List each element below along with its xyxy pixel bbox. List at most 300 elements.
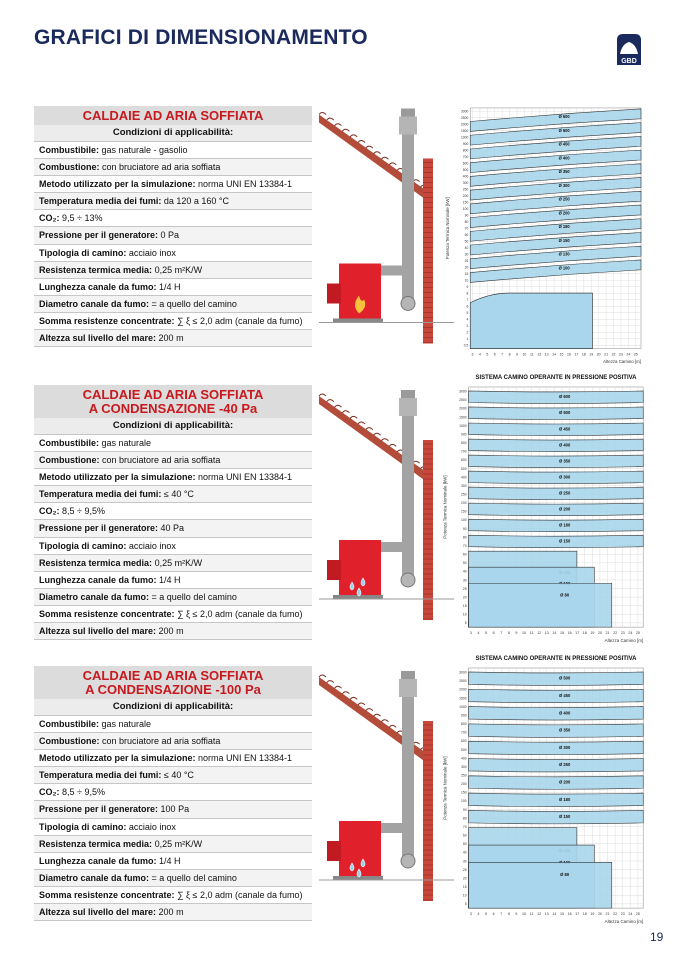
x-tick-label: 11 [529,912,534,917]
y-tick-label: 2000 [459,687,467,692]
y-tick-label: 7 [466,298,469,303]
condition-key: Altezza sul livello del mare: [39,907,157,918]
x-tick-label: 11 [530,352,534,357]
y-tick-label: 25 [462,586,467,591]
condition-row [34,904,312,921]
diameter-band [469,583,612,627]
diameter-label: Ø 450 [558,692,571,698]
diameter-label: Ø 150 [558,814,571,820]
logo-text: GBD [621,58,637,65]
x-tick-label: 11 [529,631,534,636]
y-tick-label: 40 [464,246,469,251]
condition-value: = a quello del camino [149,591,237,602]
y-tick-label: 60 [462,833,467,838]
y-tick-label: 20 [462,876,467,881]
y-tick-label: 25 [462,867,467,872]
chimney-pipe [379,671,417,868]
condition-value: 0,25 m²K/W [152,838,203,849]
x-tick-label: 8 [507,631,510,636]
y-tick-label: 150 [460,509,467,514]
x-tick-label: 13 [544,631,549,636]
diameter-label: Ø 80 [560,592,570,598]
brick-wall [423,440,433,620]
y-tick-label: 80 [462,535,467,540]
condition-row [34,716,312,733]
boiler-icon [327,540,383,599]
condition-value: gas naturale [99,719,152,729]
condition-value: 200 m [156,333,184,344]
diameter-label: Ø 450 [558,141,570,147]
y-tick-label: 1000 [459,704,467,709]
diameter-label: Ø 250 [558,490,571,496]
brick-wall [423,721,433,901]
y-tick-label: 500 [460,747,467,752]
y-tick-label: 15 [464,272,469,277]
y-tick-label: 2500 [459,398,467,403]
x-tick-label: 3 [471,352,474,357]
condition-key: CO₂: [39,213,60,224]
y-tick-label: 800 [460,441,467,446]
condition-key: Temperatura media dei fumi: [39,489,162,500]
y-tick-label: 400 [462,174,469,179]
conditions-label: Condizioni di applicabilità: [34,699,312,716]
y-tick-label: 90 [462,807,467,812]
condition-row [34,836,312,853]
y-tick-label: 10 [462,612,467,617]
diameter-label: Ø 400 [558,155,570,161]
y-tick-label: 70 [462,824,467,829]
table-header [34,385,312,418]
condition-row [34,819,312,836]
y-tick-label: 6 [466,304,469,309]
y-tick-label: 800 [460,722,467,727]
page-number: 19 [650,930,664,944]
condition-row [34,784,312,801]
x-axis-label: Altezza Camino [m] [604,919,644,925]
diameter-label: Ø 300 [558,744,571,750]
condition-value: 8,5 ÷ 9,5% [59,787,105,798]
condition-key: Resistenza termica media: [39,838,153,849]
x-tick-label: 19 [590,631,595,636]
conditions-table [34,666,312,921]
diameter-label: Ø 500 [558,127,570,133]
y-tick-label: 700 [462,154,469,159]
condition-value: con bruciatore ad aria soffiata [99,455,221,466]
condition-key: Somma resistenze concentrate: [39,889,175,900]
diameter-band [469,689,644,702]
y-tick-label: 600 [460,739,467,744]
condition-key: Lunghezza canale da fumo: [39,574,157,585]
y-tick-label: 3 [466,324,469,329]
diameter-label: Ø 350 [558,169,570,175]
y-tick-label: 1000 [460,135,469,140]
diameter-band [469,535,644,548]
condition-key: Diametro canale da fumo: [39,872,150,883]
y-tick-label: 5 [464,621,467,626]
x-tick-label: 23 [620,912,625,917]
table-header [34,106,312,125]
diameter-label: Ø 150 [558,538,571,544]
y-tick-label: 400 [460,756,467,761]
condition-row [34,193,312,210]
condition-key: Combustione: [39,736,100,747]
y-tick-label: 600 [460,458,467,463]
chimney-pipe [379,109,417,311]
condition-key: Metodo utilizzato per la simulazione: [39,179,196,190]
x-tick-label: 13 [544,352,549,357]
x-tick-label: 6 [492,631,495,636]
x-tick-label: 10 [522,912,526,917]
condition-row [34,750,312,767]
y-tick-label: 300 [460,764,467,769]
x-tick-label: 24 [628,631,633,636]
condition-row [34,227,312,244]
diameter-band [469,519,644,532]
diameter-band [469,471,644,484]
x-tick-label: 19 [590,912,595,917]
header-line-2: A CONDENSAZIONE -100 Pa [85,682,261,697]
brick-wall [423,159,433,344]
condition-row [34,853,312,870]
section-condensing-40 [34,375,644,655]
y-tick-label: 30 [464,252,469,257]
page-title: GRAFICI DI DIMENSIONAMENTO [34,26,368,49]
x-tick-label: 24 [626,352,631,357]
condition-value: gas naturale - gasolio [99,145,188,155]
condition-row [34,262,312,279]
condition-key: Pressione per il generatore: [39,523,159,534]
x-tick-label: 25 [635,631,640,636]
y-tick-label: 2 [466,330,469,335]
x-tick-label: 5 [485,631,488,636]
x-tick-label: 4 [478,352,481,357]
diameter-band [469,503,644,516]
x-tick-label: 18 [581,352,586,357]
condition-value: 1/4 H [156,574,181,585]
conditions-label: Condizioni di applicabilità: [34,125,312,142]
diameter-label: Ø 250 [558,762,571,768]
y-tick-label: 800 [462,148,469,153]
condition-row [34,555,312,572]
y-tick-label: 9 [466,285,469,290]
y-tick-label: 600 [462,161,469,166]
x-tick-label: 17 [574,352,579,357]
y-tick-label: 50 [464,239,469,244]
condition-value: acciaio inox [126,540,176,551]
y-tick-label: 100 [460,518,467,523]
y-tick-label: 150 [462,200,469,205]
header-line-1: CALDAIE AD ARIA SOFFIATA [82,668,264,683]
condition-key: Combustibile: [39,145,99,155]
y-tick-label: 70 [462,543,467,548]
condition-key: Diametro canale da fumo: [39,591,150,602]
x-tick-label: 20 [597,631,602,636]
diameter-band [469,707,644,720]
x-tick-label: 12 [537,912,542,917]
condition-key: Combustione: [39,455,100,466]
y-tick-label: 90 [464,213,469,218]
diameter-label: Ø 100 [558,265,570,271]
y-tick-label: 200 [460,782,467,787]
diameter-band [469,423,644,436]
lowest-band [470,293,592,348]
x-tick-label: 19 [589,352,594,357]
x-tick-label: 4 [477,631,480,636]
condition-key: Tipologia di camino: [39,540,127,551]
diameter-band [469,391,644,404]
condition-value: acciaio inox [126,821,176,832]
chimney-illustration [319,385,454,625]
x-tick-label: 22 [613,631,618,636]
x-tick-label: 16 [567,631,572,636]
y-tick-label: 25 [464,259,469,264]
chimney-pipe [379,390,417,587]
diameter-label: Ø 180 [558,522,571,528]
condition-key: Tipologia di camino: [39,247,127,258]
y-tick-label: 400 [460,475,467,480]
x-tick-label: 21 [605,912,610,917]
diameter-band [469,672,644,685]
y-tick-label: 0.5 [463,343,469,348]
y-axis-label: Potenza Termica Nominale [kW] [442,475,448,539]
y-tick-label: 5 [464,902,467,907]
section-air-blown [34,106,644,366]
y-tick-label: 1 [466,337,469,342]
x-tick-label: 16 [567,912,572,917]
x-tick-label: 15 [559,912,564,917]
diameter-band [469,487,644,500]
condition-value: 1/4 H [156,855,181,866]
table-header [34,666,312,699]
y-tick-label: 2000 [460,122,469,127]
y-tick-label: 10 [462,893,467,898]
diameter-label: Ø 350 [558,458,571,464]
condition-value: gas naturale [99,438,152,448]
chimney-illustration [319,666,454,906]
section-condensing-100 [34,656,644,941]
y-axis-label: Potenza Termica Nominale [kW] [444,197,450,260]
diameter-label: Ø 180 [558,796,571,802]
diameter-label: Ø 500 [558,675,571,681]
condition-value: norma UNI EN 13384-1 [195,753,293,764]
y-tick-label: 100 [462,206,469,211]
y-tick-label: 3000 [459,670,467,675]
y-tick-label: 700 [460,730,467,735]
diameter-label: Ø 450 [558,426,571,432]
y-tick-label: 60 [462,552,467,557]
y-tick-label: 40 [462,569,467,574]
diameter-label: Ø 150 [558,237,570,243]
y-tick-label: 15 [462,603,467,608]
condition-row [34,142,312,159]
condition-row [34,503,312,520]
condition-row [34,176,312,193]
y-tick-label: 30 [462,578,467,583]
x-tick-label: 25 [633,352,638,357]
x-tick-label: 8 [507,912,510,917]
x-tick-label: 12 [537,352,542,357]
condition-row [34,330,312,347]
y-tick-label: 150 [460,790,467,795]
y-tick-label: 100 [460,799,467,804]
x-tick-label: 17 [575,631,580,636]
condition-key: Combustibile: [39,438,99,448]
condition-key: CO₂: [39,787,60,798]
y-tick-label: 90 [462,526,467,531]
condition-value: 0 Pa [158,230,180,241]
condition-key: Somma resistenze concentrate: [39,315,175,326]
boiler-icon [327,821,383,880]
sizing-chart [438,385,648,645]
diameter-label: Ø 200 [558,506,571,512]
y-axis-label: Potenza Termica Nominale [kW] [442,756,448,820]
y-tick-label: 80 [464,219,469,224]
gbd-logo [614,32,644,66]
condition-row [34,452,312,469]
condition-row [34,210,312,227]
x-tick-label: 21 [604,352,609,357]
condition-row [34,435,312,452]
y-tick-label: 500 [460,466,467,471]
y-tick-label: 15 [462,884,467,889]
y-tick-label: 200 [462,193,469,198]
x-axis-label: Altezza Camino [m] [603,359,641,365]
condition-key: Lunghezza canale da fumo: [39,281,157,292]
x-tick-label: 3 [469,631,472,636]
condition-key: Altezza sul livello del mare: [39,626,157,637]
diameter-label: Ø 250 [558,196,570,202]
x-tick-label: 6 [492,912,495,917]
x-tick-label: 5 [485,912,488,917]
diameter-band [469,741,644,754]
condition-key: Combustione: [39,162,100,173]
y-tick-label: 300 [462,180,469,185]
condition-key: Altezza sul livello del mare: [39,333,157,344]
y-tick-label: 60 [464,233,469,238]
diameter-label: Ø 300 [558,474,571,480]
diameter-band [469,862,612,908]
chart-title: SISTEMA CAMINO OPERANTE IN PRESSIONE POSITIVA [475,656,637,662]
diameter-band [469,810,644,823]
x-tick-label: 21 [605,631,610,636]
y-tick-label: 1000 [459,423,467,428]
x-tick-label: 22 [611,352,616,357]
diameter-label: Ø 200 [558,779,571,785]
conditions-rows [34,142,312,347]
condition-value: 200 m [156,907,184,918]
diameter-band [469,724,644,737]
x-tick-label: 22 [613,912,618,917]
y-tick-label: 1500 [460,128,469,133]
condition-key: Pressione per il generatore: [39,230,159,241]
diameter-label: Ø 600 [558,394,571,400]
condition-key: Somma resistenze concentrate: [39,608,175,619]
diameter-band [469,793,644,806]
diameter-label: Ø 80 [560,872,570,878]
condition-value: ∑ ξ ≤ 2,0 adm (canale da fumo) [174,315,303,326]
x-tick-label: 4 [477,912,480,917]
condition-value: ≤ 40 °C [161,489,194,500]
diameter-label: Ø 400 [558,442,571,448]
x-tick-label: 9 [515,631,518,636]
diameter-band [469,758,644,771]
diameter-band [469,439,644,452]
y-tick-label: 250 [462,187,469,192]
y-tick-label: 250 [460,773,467,778]
x-tick-label: 10 [522,352,527,357]
x-tick-label: 18 [582,631,587,636]
condition-key: Diametro canale da fumo: [39,298,150,309]
y-tick-label: 300 [460,483,467,488]
x-tick-label: 7 [500,912,503,917]
diameter-label: Ø 400 [558,710,571,716]
y-tick-label: 2000 [459,406,467,411]
condition-row [34,572,312,589]
header-line-2: A CONDENSAZIONE -40 Pa [88,401,258,416]
x-tick-label: 17 [575,912,580,917]
x-tick-label: 16 [567,352,571,357]
condition-value: 100 Pa [158,804,190,815]
condition-value: 200 m [156,626,184,637]
y-tick-label: 500 [462,167,469,172]
condition-value: norma UNI EN 13384-1 [195,472,293,483]
condition-value: da 120 a 160 °C [161,196,230,207]
conditions-table [34,106,312,347]
diameter-label: Ø 130 [558,251,570,257]
condition-value: 8,5 ÷ 9,5% [59,506,105,517]
y-tick-label: 900 [460,432,467,437]
x-tick-label: 7 [500,631,503,636]
y-tick-label: 2500 [459,679,467,684]
condition-key: Temperatura media dei fumi: [39,770,162,781]
condition-row [34,279,312,296]
diameter-label: Ø 200 [558,210,570,216]
condition-value: norma UNI EN 13384-1 [195,179,293,190]
x-tick-label: 24 [628,912,633,917]
header-line-1: CALDAIE AD ARIA SOFFIATA [82,387,264,402]
y-tick-label: 20 [462,595,467,600]
condition-key: Pressione per il generatore: [39,804,159,815]
condition-value: 0,25 m²K/W [152,557,203,568]
y-tick-label: 3000 [459,389,467,394]
x-tick-label: 13 [544,912,549,917]
y-tick-label: 40 [462,850,467,855]
diameter-label: Ø 300 [558,182,570,188]
x-axis-label: Altezza Camino [m] [604,638,644,644]
condition-row [34,733,312,750]
x-tick-label: 23 [618,352,623,357]
condition-value: 0,25 m²K/W [152,264,203,275]
condition-value: 40 Pa [158,523,185,534]
condition-key: CO₂: [39,506,60,517]
x-tick-label: 7 [501,352,504,357]
condition-row [34,245,312,262]
y-tick-label: 50 [462,842,467,847]
condition-row [34,623,312,640]
condition-row [34,870,312,887]
y-tick-label: 2500 [460,115,469,120]
conditions-label: Condizioni di applicabilità: [34,418,312,435]
condition-key: Resistenza termica media: [39,557,153,568]
x-tick-label: 10 [522,631,526,636]
x-tick-label: 3 [469,912,472,917]
condition-key: Metodo utilizzato per la simulazione: [39,472,196,483]
condition-value: 9,5 ÷ 13% [59,213,103,224]
condition-value: 1/4 H [156,281,181,292]
condition-row [34,159,312,176]
x-tick-label: 12 [537,631,542,636]
condition-key: Resistenza termica media: [39,264,153,275]
